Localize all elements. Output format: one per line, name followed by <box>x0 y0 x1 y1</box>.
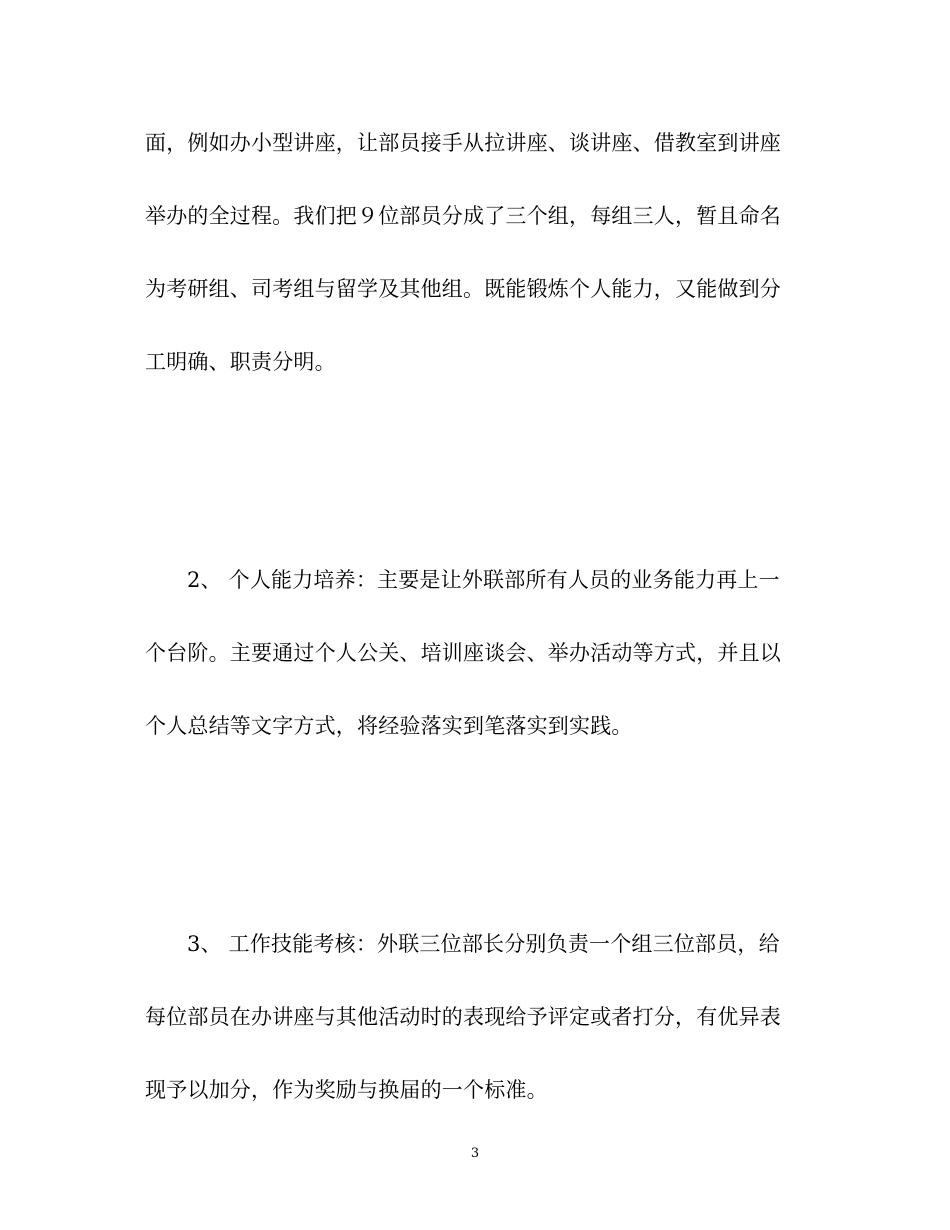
paragraph-line: 工明确、职责分明。 <box>145 350 336 374</box>
paragraph-line: 个人总结等文字方式，将经验落实到笔落实到实践。 <box>145 714 633 738</box>
paragraph-line: 每位部员在办讲座与其他活动时的表现给予评定或者打分，有优异表 <box>145 1005 781 1029</box>
paragraph-line: 举办的全过程。我们把９位部员分成了三个组，每组三人，暂且命名 <box>145 204 781 228</box>
paragraph-line: 个台阶。主要通过个人公关、培训座谈会、举办活动等方式，并且以 <box>145 641 781 665</box>
paragraph-line: 3、 工作技能考核：外联三位部长分别负责一个组三位部员，给 <box>187 932 780 956</box>
paragraph-line: 现予以加分，作为奖励与换届的一个标准。 <box>145 1078 548 1102</box>
page-number: 3 <box>470 1146 480 1161</box>
paragraph-line: 面，例如办小型讲座，让部员接手从拉讲座、谈讲座、借教室到讲座 <box>145 131 781 155</box>
paragraph-line: 为考研组、司考组与留学及其他组。既能锻炼个人能力，又能做到分 <box>145 277 781 301</box>
paragraph-line: 2、 个人能力培养：主要是让外联部所有人员的业务能力再上一 <box>187 568 780 592</box>
